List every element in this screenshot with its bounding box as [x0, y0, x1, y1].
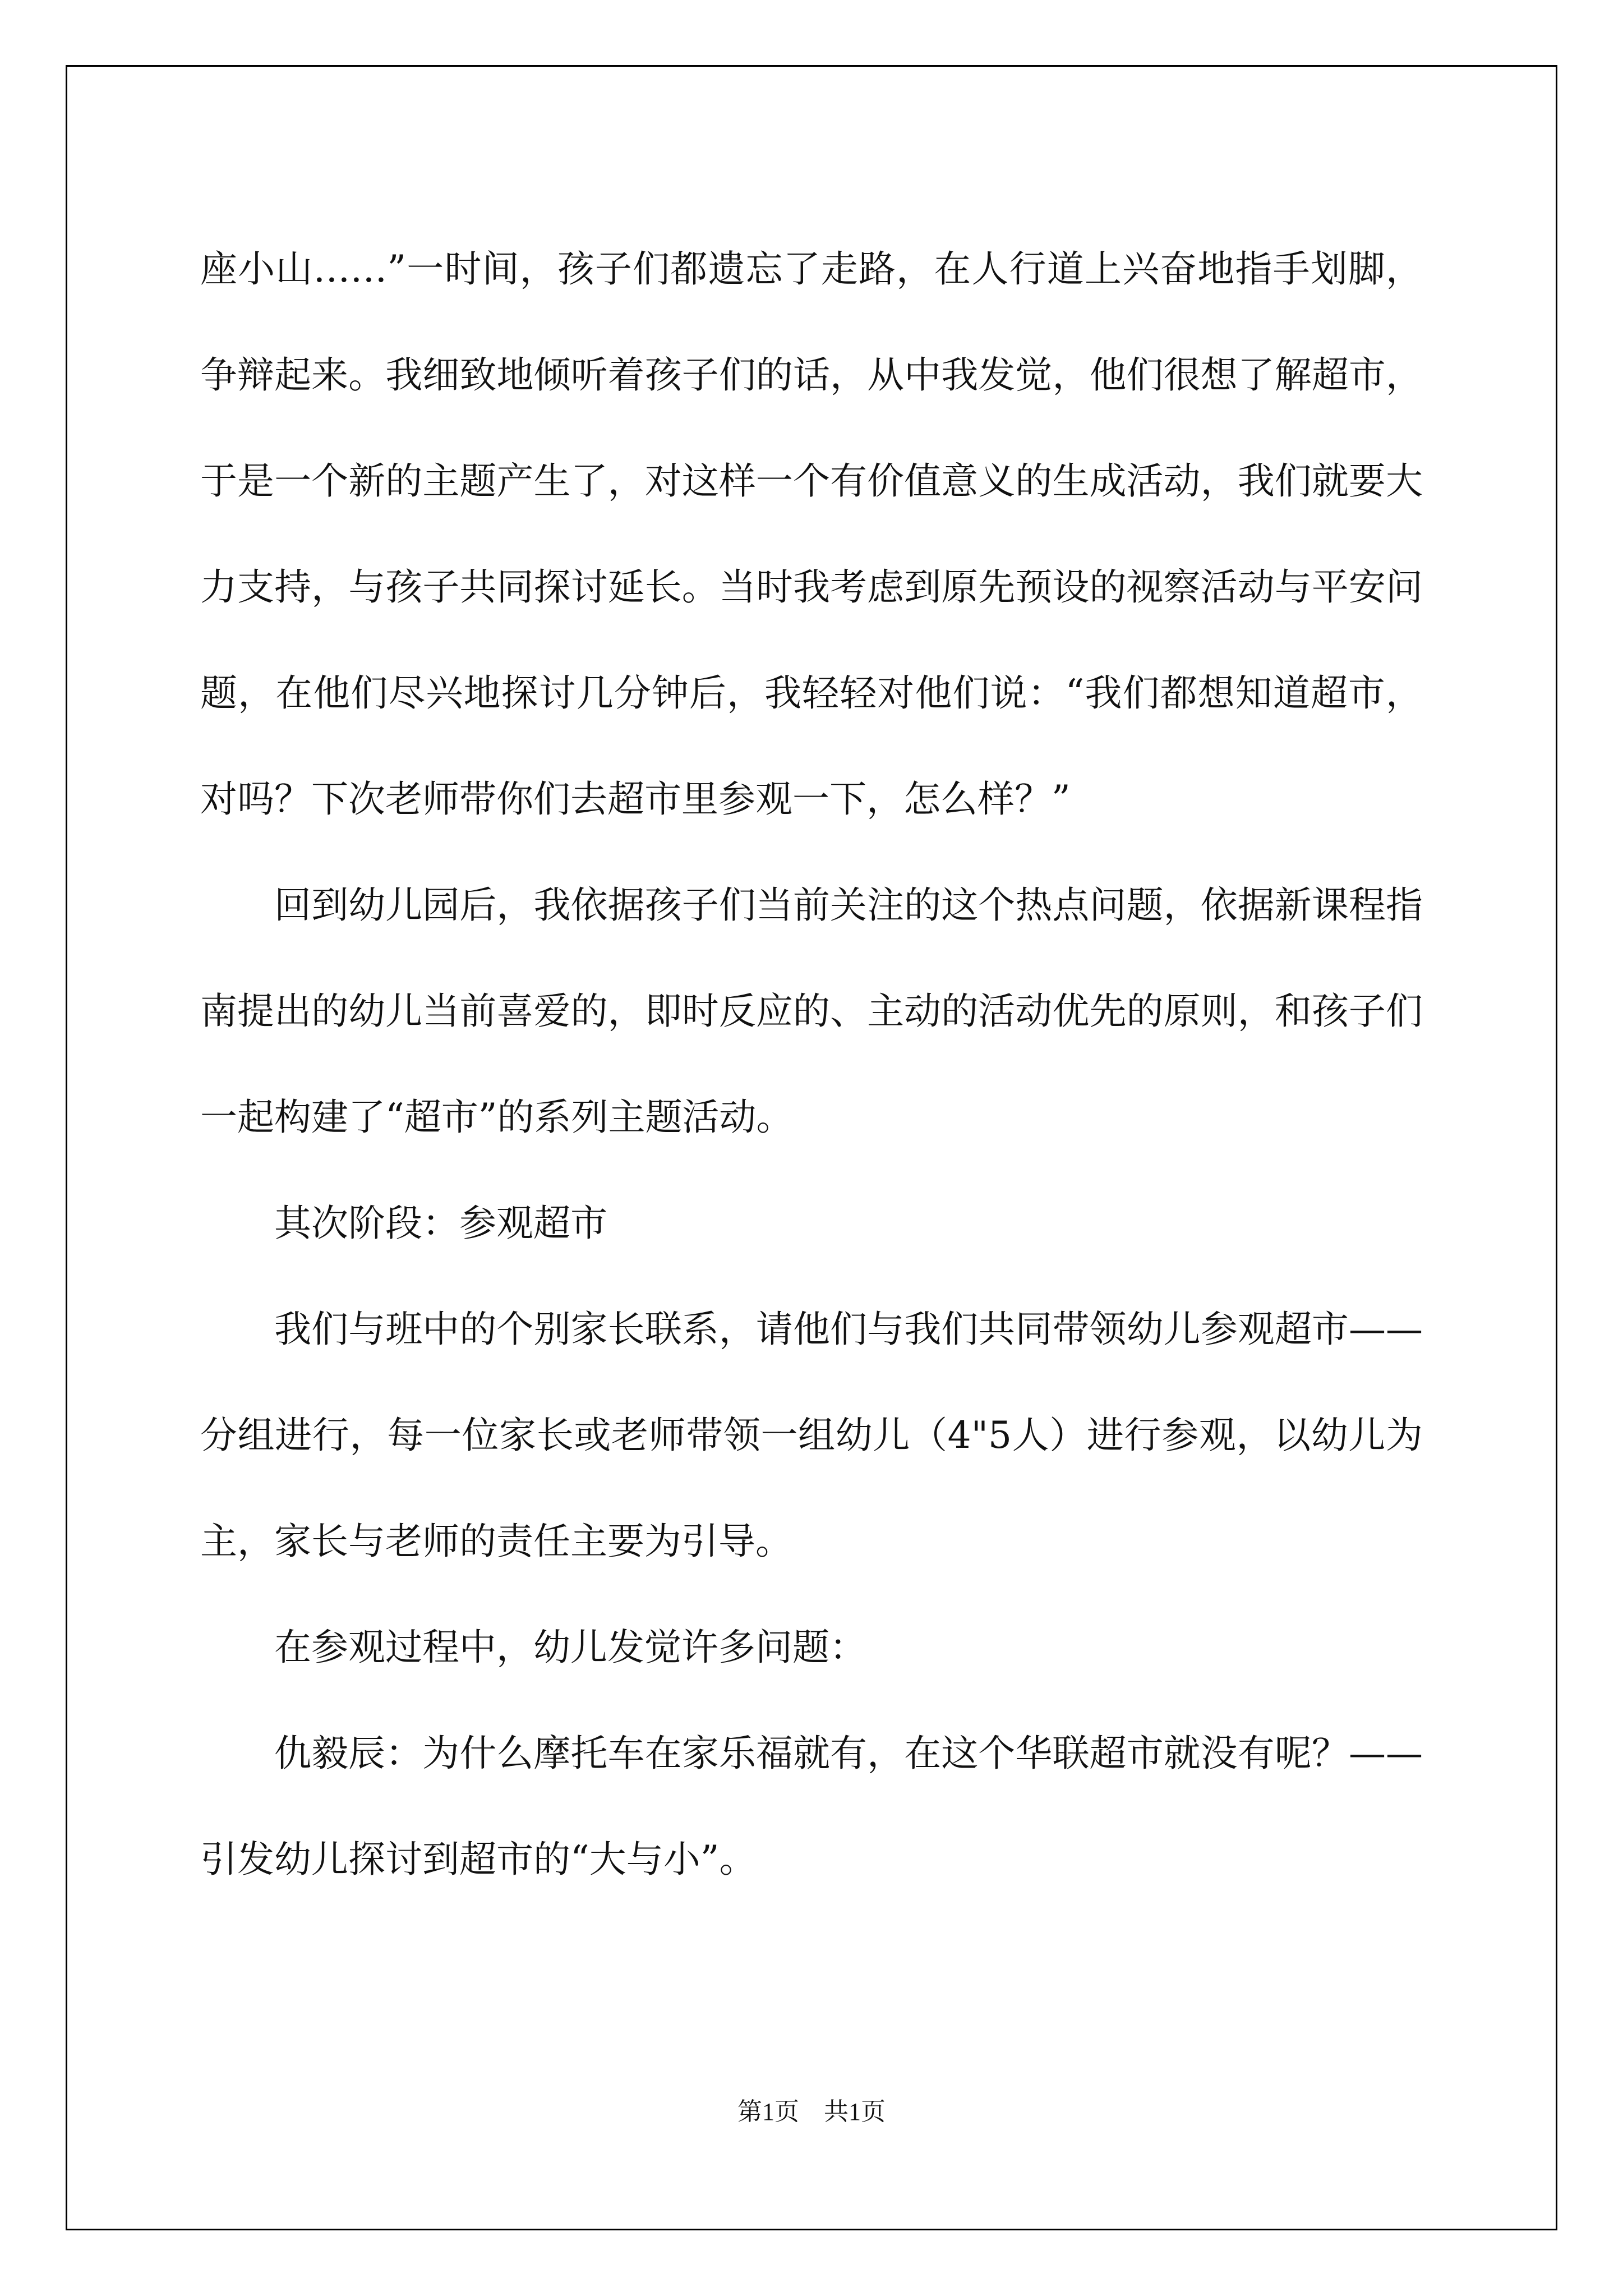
paragraph: 我们与班中的个别家长联系，请他们与我们共同带领幼儿参观超市——分组进行，每一位家长或老师带领一组幼儿（4"5人）进行参观，以幼儿为主，家长与老师的责任主要为引导。 — [200, 1308, 1423, 1563]
page-number: 第1页 共1页 — [737, 2098, 886, 2125]
paragraph: 回到幼儿园后，我依据孩子们当前关注的这个热点问题，依据新课程指南提出的幼儿当前喜爱的，即时反应的、主动的活动优先的原则，和孩子们一起构建了“超市”的系列主题活动。 — [200, 884, 1423, 1139]
paragraph: 在参观过程中，幼儿发觉许多问题： — [274, 1626, 866, 1669]
paragraph: 仇毅辰：为什么摩托车在家乐福就有，在这个华联超市就没有呢？——引发幼儿探讨到超市的“大与小”。 — [200, 1732, 1423, 1881]
paragraph: 座小山……”一时间，孩子们都遗忘了走路，在人行道上兴奋地指手划脚，争辩起来。我细致地倾听着孩子们的话，从中我发觉，他们很想了解超市，于是一个新的主题产生了，对这样一个有价值意义的生成活动，我们就要大力支持，与孩子共同探讨延长。当时我考虑到原先预设的视察活动与平安问题，在他们尽兴地探讨几分钟后，我轻轻对他们说：“我们都想知道超市，对吗？下次老师带你们去超市里参观一下，怎么样？” — [200, 247, 1423, 821]
document-body — [200, 216, 1423, 1912]
section-heading: 其次阶段：参观超市 — [274, 1202, 607, 1245]
